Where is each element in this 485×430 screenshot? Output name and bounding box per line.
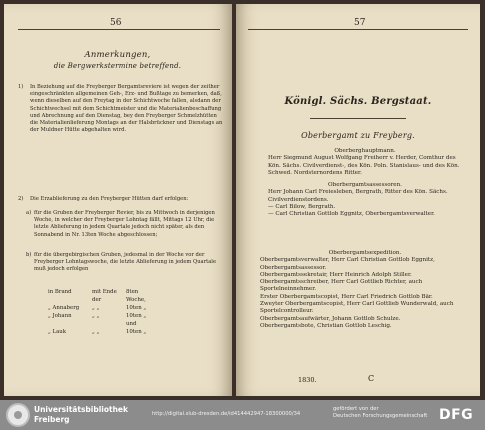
university-seal-icon: [6, 403, 30, 427]
group-expedition: [260, 250, 470, 330]
funding-line: gefördert von der: [333, 406, 379, 412]
year-mark: 1830.: [298, 376, 317, 384]
table-row: [48, 328, 152, 336]
group-oberberghauptmann: [260, 148, 470, 177]
state-title: Königl. Sächs. Bergstaat.: [284, 96, 432, 107]
staff-entry: Herr Johann Carl Freiesleben, Bergrath, Ritter des Kön. Sächs. Civilverdienstordens.: [268, 189, 448, 203]
staff-entry: Zweyter Oberbergamtscopist, Herr Carl Gottlieb Wunderwald, auch Sportelcontrolleur.: [260, 301, 454, 315]
notes-title: Anmerkungen,: [84, 50, 151, 60]
dfg-logo[interactable]: DFG: [439, 407, 474, 423]
note-2: [18, 196, 223, 203]
title-rule: [310, 118, 406, 119]
staff-entry: Oberbergamtssekretair, Herr Heinrich Adolph Stiller.: [260, 271, 412, 278]
table-cell: 10ten „ und: [126, 313, 147, 327]
table-row: [48, 304, 152, 312]
subnote-b: [26, 252, 223, 274]
subnote-letter: b): [26, 252, 32, 258]
table-cell: in Brand: [48, 289, 72, 295]
note-number: 2): [18, 196, 24, 202]
table-cell: 10ten „: [126, 305, 147, 311]
table-row: [48, 312, 152, 328]
table-cell: „ Lauk: [48, 329, 67, 335]
staff-entry: Herr Siegmund August Wolfgang Freiherr v. Herder, Comthur des Kön. Sächs. Civilverdienst-, des Kön. Poln. Stanislaus- und des Kön. Schwed. Nordsternordens Ritter.: [268, 155, 460, 176]
notes-subtitle: die Bergwerkstermine betreffend.: [53, 62, 182, 70]
table-cell: „ „: [92, 305, 100, 311]
delivery-table: [48, 288, 152, 336]
group-heading: Oberbergamtsassessoren.: [328, 182, 402, 188]
funding-note: [333, 406, 427, 420]
staff-entry: — Carl Bilow, Bergrath.: [268, 203, 336, 210]
table-cell: 8ten Woche,: [126, 289, 146, 303]
staff-entry: Erster Oberbergamtscopist, Herr Carl Friedrich Gottlob Bär.: [260, 293, 433, 300]
table-cell: „ Annaberg: [48, 305, 80, 311]
library-name[interactable]: Universitätsbibliothek: [34, 405, 129, 414]
staff-entry: Oberbergamtsbote, Christian Gottlob Leschig.: [260, 322, 392, 329]
note-text: In Beziehung auf die Freyberger Bergamtsreviere ist wegen der zeither eingeschränkten allgemeinen Geh-, Erz- und Bußtage zu bemerken, daß, wenn dieselben auf den Freytag in der Schichtwoche fallen, alsdann der Schichtwechsel mit dem Schichtmeister und die Materialienbeschaffung und Abrechnung auf den Dienstag, bey den Freyberger Schmelzhütten die Materialienlieferung Montags an der Halsbrückner und Dienstags an der Muldner Hütte abgehalten wird.: [30, 84, 223, 134]
subnote-text: für die Gruben der Freyberger Revier, bis zu Mittwoch in derjenigen Woche, in welcher der Freyberger Lohntag fällt, Mittags 12 Uhr, die letzte Ablieferung in jedem Quartale jedoch nicht später, als den Sonnabend in Nr. 13ten Woche abgeschlossen;: [34, 210, 215, 238]
table-cell: 10ten „: [126, 329, 147, 335]
right-page-number: 57: [354, 18, 366, 28]
library-city[interactable]: Freiberg: [34, 415, 70, 424]
note-1: [18, 84, 223, 134]
right-header-rule: [248, 29, 468, 30]
group-heading: Oberberghauptmann.: [334, 148, 396, 154]
note-text: Die Erzablieferung zu den Freyberger Hütten darf erfolgen:: [30, 196, 189, 202]
signature-mark: C: [368, 374, 375, 383]
staff-entry: Oberbergamtsaufwärter, Johann Gottlob Schulze.: [260, 315, 401, 322]
permalink-url[interactable]: http://digital.slub-dresden.de/id414442947-18300000/34: [152, 411, 301, 417]
left-page: [4, 4, 232, 396]
office-section-title: Oberbergamt zu Freyberg.: [301, 131, 415, 140]
subnote-letter: a): [26, 210, 32, 216]
viewer-footer-bar: [0, 400, 485, 430]
left-header-rule: [18, 29, 220, 30]
table-cell: „ Johann: [48, 313, 72, 319]
subnote-a: [26, 210, 223, 239]
table-cell: mit Ende der: [92, 289, 117, 303]
table-cell: „ „: [92, 329, 100, 335]
table-cell: „ „: [92, 313, 100, 319]
left-page-number: 56: [110, 18, 122, 28]
staff-entry: Oberbergamtsschreiber, Herr Carl Gottlieb Richter, auch Sportelneinnehmer.: [260, 279, 423, 293]
group-assessoren: [260, 182, 470, 218]
funding-line: Deutschen Forschungsgemeinschaft: [333, 413, 428, 419]
right-page: [236, 4, 480, 396]
staff-entry: Oberbergamtsverwalter, Herr Carl Christian Gottlob Eggnitz, Oberbergamtsassessor.: [260, 257, 435, 271]
group-heading: Oberbergamtsexpedition.: [328, 250, 402, 256]
staff-entry: — Carl Christian Gottlob Eggnitz, Oberbergamtsverwalter.: [268, 211, 435, 218]
note-number: 1): [18, 84, 24, 90]
table-row: [48, 288, 152, 304]
subnote-text: für die übergebirgischen Gruben, jedesmal in der Woche vor der Freyberger Lohntagswoche, die letzte Ablieferung in jedem Quartale muß jedoch erfolgen: [34, 252, 217, 273]
